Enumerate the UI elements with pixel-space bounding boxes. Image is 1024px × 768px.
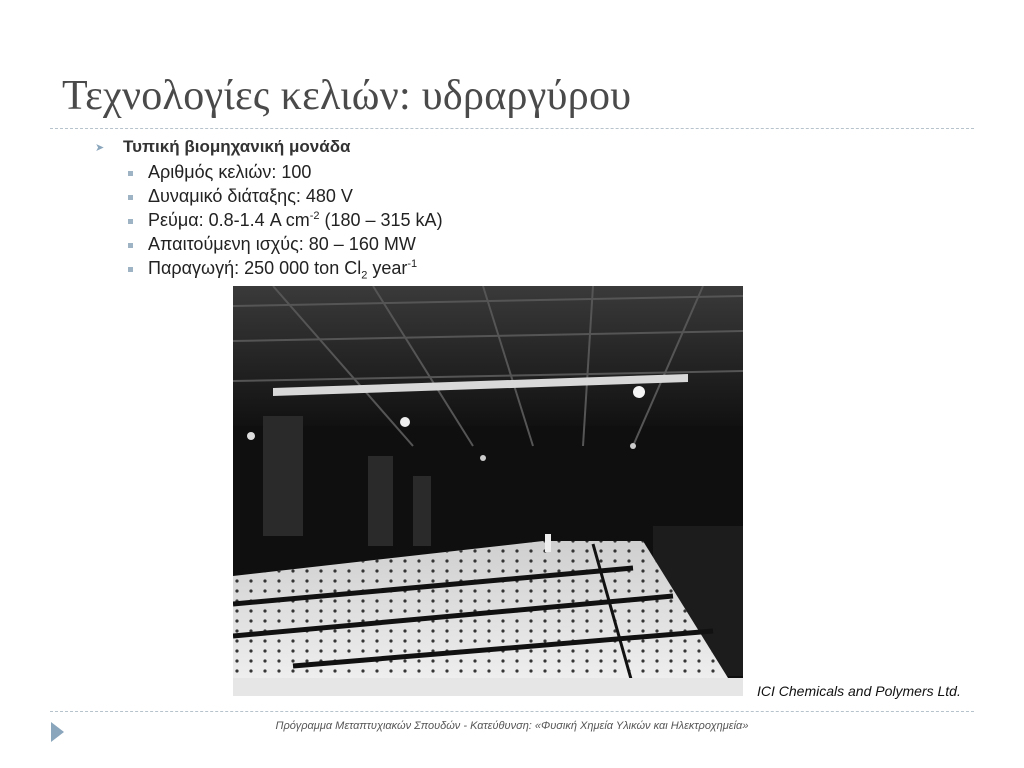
list-item (128, 232, 443, 256)
list-item-text: Δυναμικό διάταξης: 480 V (148, 185, 353, 206)
footer-divider (50, 711, 974, 712)
bullet-list (95, 136, 443, 280)
square-icon (128, 243, 133, 248)
list-item-text: Παραγωγή: 250 000 ton $Cl_2$ year$^{-1}$ (148, 257, 418, 282)
square-icon (128, 267, 133, 272)
square-icon (128, 219, 133, 224)
image-credit: ICI Chemicals and Polymers Ltd. (757, 683, 961, 699)
arrowhead-icon: ➤ (95, 141, 105, 154)
list-item-text: Αριθμός κελιών: 100 (148, 161, 312, 182)
footer-text: Πρόγραμμα Μεταπτυχιακών Σπουδών - Κατεύθυνση: «Φυσική Χημεία Υλικών και Ηλεκτροχημεία» (275, 720, 749, 732)
bullet-level1-label: Τυπική βιομηχανική μονάδα (123, 137, 351, 156)
list-item-text: Ρεύμα: 0.8-1.4 A $cm^{-2}$ (180 – 315 kA) (148, 209, 443, 230)
slide-title: Τεχνολογίες κελιών: υδραργύρου (62, 73, 632, 119)
cell-room-photo (233, 286, 743, 696)
title-divider (50, 128, 974, 129)
list-item-text: Απαιτούμενη ισχύς: 80 – 160 MW (148, 233, 416, 254)
bullet-level1 (95, 136, 443, 158)
list-item (128, 184, 443, 208)
list-item (128, 208, 443, 232)
list-item (128, 160, 443, 184)
square-icon (128, 171, 133, 176)
list-item (128, 256, 443, 280)
sub-bullet-list (128, 160, 443, 280)
square-icon (128, 195, 133, 200)
